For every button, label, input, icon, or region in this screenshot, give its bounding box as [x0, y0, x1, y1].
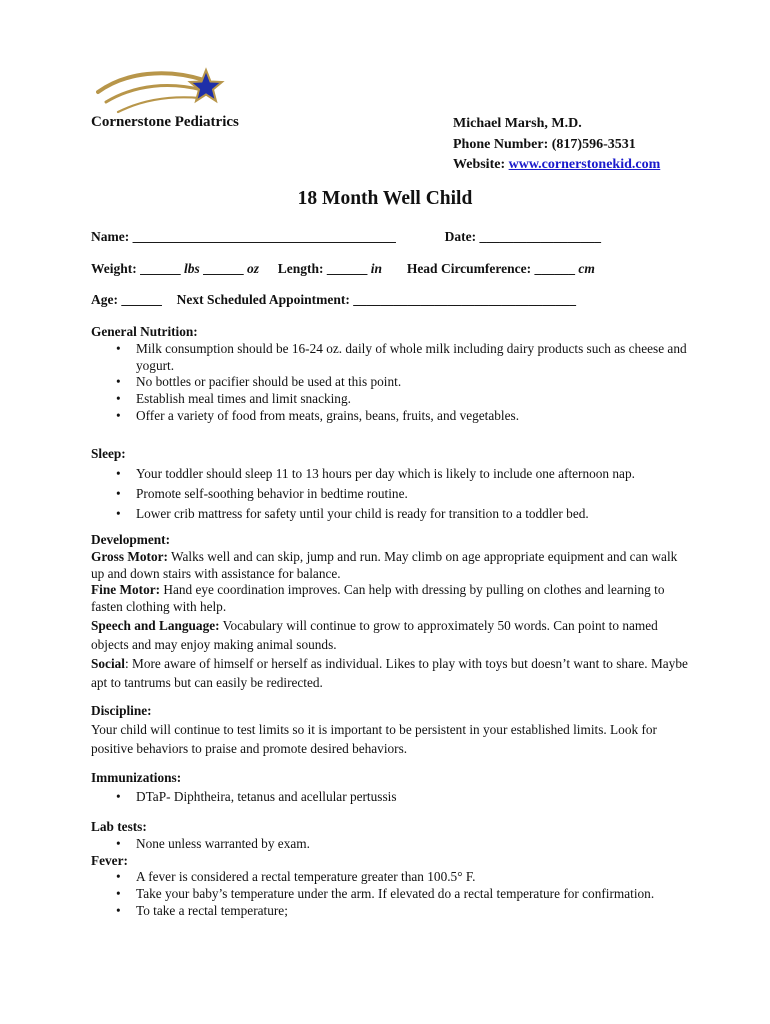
social-label: Social [91, 655, 125, 671]
length-field[interactable]: Length: ______ [277, 261, 368, 276]
phone-number: Phone Number: (817)596-3531 [453, 136, 636, 152]
list-item: • No bottles or pacifier should be used at this point. [136, 374, 691, 391]
speech-text: Vocabulary will continue to grow to approximately 50 words. Can point to named objects and may enjoy making animal sounds. [91, 617, 658, 652]
page-title: 18 Month Well Child [297, 188, 473, 209]
list-item: • A fever is considered a rectal temperature greater than 100.5° F. [136, 869, 691, 886]
sleep-heading: Sleep: [91, 446, 126, 461]
list-item: • DTaP- Diphtheira, tetanus and acellular pertussis [136, 787, 691, 806]
list-item: • None unless warranted by exam. [136, 836, 691, 853]
nutrition-heading: General Nutrition: [91, 324, 198, 339]
nutrition-list [91, 341, 691, 425]
list-item: • To take a rectal temperature; [136, 903, 691, 920]
doctor-name: Michael Marsh, M.D. [453, 116, 582, 131]
next-appointment-field[interactable]: Next Scheduled Appointment: _________________________________ [176, 292, 577, 307]
list-item: • Offer a variety of food from meats, grains, beans, fruits, and vegetables. [136, 408, 691, 425]
lbs-unit: lbs [184, 261, 200, 276]
lab-tests-list [91, 836, 691, 853]
website-line [453, 155, 660, 176]
name-field[interactable]: Name: _______________________________________ [91, 229, 396, 244]
lab-tests-heading: Lab tests: [91, 819, 147, 834]
fever-heading: Fever: [91, 852, 128, 868]
immunizations-section [91, 768, 691, 806]
gross-motor-label: Gross Motor: [91, 548, 168, 564]
age-field[interactable]: Age: ______ [91, 292, 162, 307]
social-text: : More aware of himself or herself as individual. Likes to play with toys but doesn’t want to share. Maybe apt to tantrums but can easily be redirected. [91, 655, 688, 690]
oz-field[interactable]: ______ [203, 261, 244, 276]
weight-field[interactable]: Weight: ______ [91, 261, 181, 276]
website-link[interactable]: www.cornerstonekid.com [508, 157, 661, 172]
list-item: • Promote self-soothing behavior in bedtime routine. [136, 484, 691, 504]
star-swoosh-logo [96, 66, 226, 118]
website-label: Website: [453, 157, 506, 172]
immunizations-list [91, 787, 691, 806]
development-section [91, 532, 691, 692]
discipline-text: Your child will continue to test limits so it is important to be persistent in your established limits. Look for positive behaviors to praise and promote desired behaviors. [91, 722, 657, 756]
discipline-heading: Discipline: [91, 703, 152, 718]
head-circumference-field[interactable]: Head Circumference: ______ [406, 261, 576, 276]
oz-unit: oz [247, 261, 260, 276]
discipline-section [91, 701, 691, 758]
immunizations-heading: Immunizations: [91, 770, 182, 785]
gross-motor-text: Walks well and can skip, jump and run. May climb on age appropriate equipment and can walk up and down stairs with assistance for balance. [91, 548, 678, 581]
doctor-info [453, 114, 660, 176]
nutrition-section [91, 324, 691, 425]
cm-unit: cm [578, 261, 595, 276]
fine-motor-text: Hand eye coordination improves. Can help with dressing by pulling on clothes and learning to fasten clothing with help. [91, 582, 665, 615]
age-appointment-line [91, 292, 576, 308]
measurements-line [91, 261, 595, 277]
list-item: • Your toddler should sleep 11 to 13 hours per day which is likely to include one afternoon nap. [136, 464, 691, 484]
fever-list [91, 869, 691, 919]
practice-name: Cornerstone Pediatrics [91, 114, 239, 130]
gross-motor-paragraph [91, 549, 691, 583]
date-field[interactable]: Date: __________________ [444, 229, 601, 244]
speech-paragraph [91, 616, 691, 654]
list-item: • Lower crib mattress for safety until your child is ready for transition to a toddler bed. [136, 504, 691, 524]
sleep-list [91, 464, 691, 524]
lab-tests-section [91, 819, 691, 920]
sleep-section [91, 444, 691, 524]
development-heading: Development: [91, 532, 171, 547]
list-item: • Milk consumption should be 16-24 oz. daily of whole milk including dairy products such as cheese and yogurt. [136, 341, 691, 375]
fine-motor-paragraph [91, 582, 691, 616]
list-item: • Establish meal times and limit snacking. [136, 391, 691, 408]
social-paragraph [91, 654, 691, 692]
name-date-line [91, 229, 601, 245]
fine-motor-label: Fine Motor: [91, 582, 161, 598]
in-unit: in [370, 261, 383, 276]
speech-label: Speech and Language: [91, 617, 220, 633]
list-item: • Take your baby’s temperature under the arm. If elevated do a rectal temperature for confirmation. [136, 886, 691, 903]
